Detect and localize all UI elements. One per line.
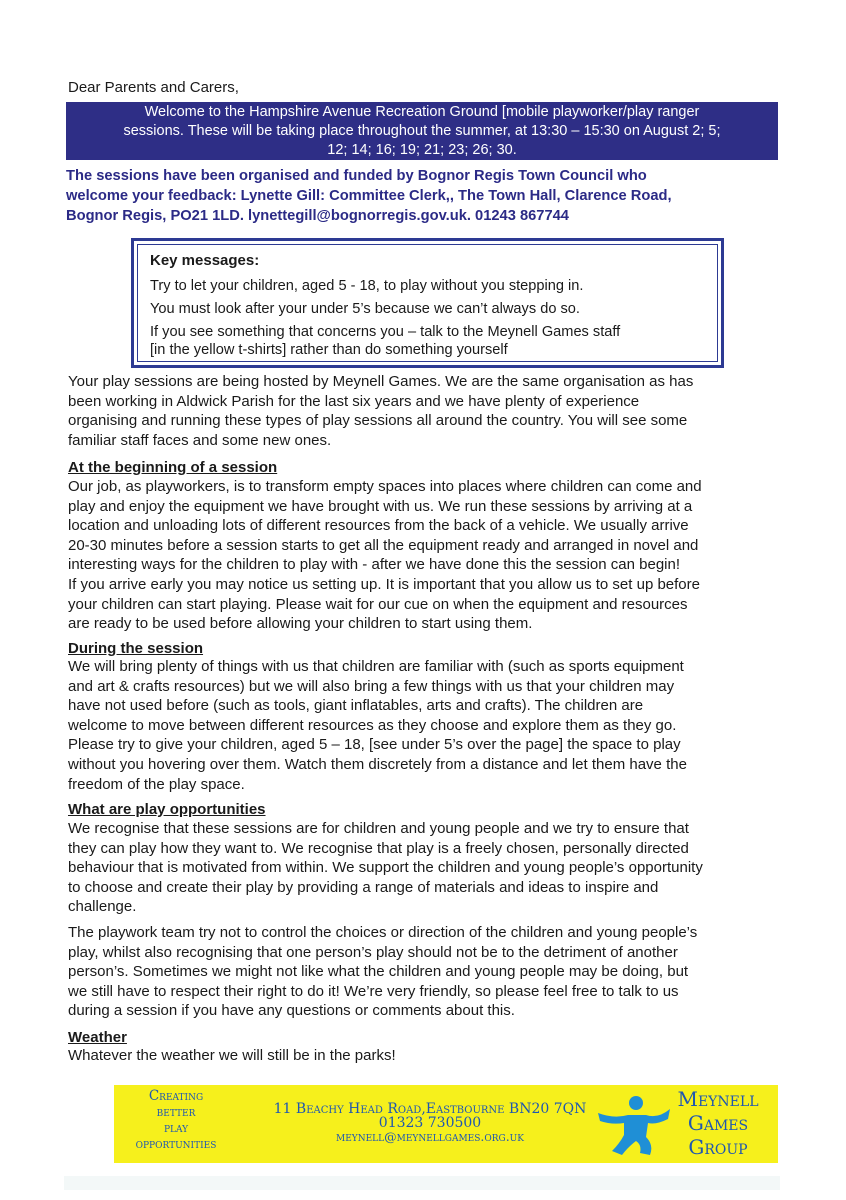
text-line: interesting ways for the children to play with - after we have done this the session can begin! [68, 556, 681, 574]
text-line: and art & crafts resources) but we will also bring a few things with us that your children may [68, 677, 675, 695]
text-line: during a session if you have any questions or comments about this. [68, 1002, 515, 1020]
slogan-line: opportunities [135, 1136, 217, 1152]
footer-banner [114, 1085, 778, 1163]
text-line: The playwork team try not to control the choices or direction of the children and young people’s [68, 924, 698, 941]
playwork-paragraph [68, 923, 790, 1021]
text-line: to choose and create their play by providing a range of materials and ideas to inspire and [68, 878, 659, 896]
text-line: play, whilst also recognising that one person’s play should not be to the detriment of another [68, 943, 678, 961]
text-line: your children can start playing. Please wait for our cue on when the equipment and resources [68, 595, 688, 613]
person-figure-icon-graphic [594, 1093, 672, 1157]
text-line: We will bring plenty of things with us that children are familiar with (such as sports equipment [68, 658, 684, 675]
section-heading-play-opportunities: What are play opportunities [68, 801, 266, 818]
text-line: organising and running these types of play sessions all around the country. You will see some [68, 412, 688, 430]
text-line: familiar staff faces and some new ones. [68, 431, 332, 449]
welcome-banner [66, 102, 778, 160]
text-line: person’s. Sometimes we might not like what the children and young people may be doing, but [68, 963, 689, 981]
text-line: we still have to respect their right to do it! We’re very friendly, so please feel free to talk to us [68, 982, 679, 1000]
footer-address: 11 Beachy Head Road,Eastbourne BN20 7QN [273, 1101, 587, 1117]
text-line: have not used before (such as tools, giant inflatables, arts and crafts). The children are [68, 697, 644, 715]
text-line: If you arrive early you may notice us setting up. It is important that you allow us to set up before [68, 575, 700, 593]
person-figure-icon [594, 1093, 672, 1157]
key-message-item: If you see something that concerns you – talk to the Meynell Games staff [150, 324, 621, 340]
text-line: Our job, as playworkers, is to transform empty spaces into places where children can come and [68, 478, 702, 495]
section-heading-weather: Weather [68, 1029, 127, 1046]
text-line: they can play how they want to. We recognise that play is a freely chosen, personally directed [68, 839, 689, 857]
text-line: challenge. [68, 898, 137, 916]
text-line: welcome to move between different resources as they choose and explore them as they go. [68, 716, 677, 734]
key-message-item: Try to let your children, aged 5 - 18, to play without you stepping in. [150, 278, 584, 294]
brand-line: Games [687, 1111, 749, 1135]
section-heading-beginning: At the beginning of a session [68, 459, 278, 476]
text-line: are ready to be used before allowing your children to start using them. [68, 615, 533, 633]
funding-notice [66, 166, 782, 226]
footer-brand [662, 1087, 774, 1159]
text-line: behaviour that is motivated from within. We support the children and young people’s opportunity [68, 859, 703, 877]
text-line: freedom of the play space. [68, 775, 245, 793]
key-messages-title: Key messages: [150, 252, 260, 269]
salutation: Dear Parents and Carers, [68, 79, 239, 96]
intro-paragraph [68, 372, 790, 450]
text-line: play and enjoy the equipment we have brought with us. We run these sessions by arriving at a [68, 497, 693, 515]
text-line: We recognise that these sessions are for children and young people and we try to ensure that [68, 820, 689, 837]
beginning-paragraph [68, 477, 790, 634]
play-opportunities-paragraph [68, 819, 790, 917]
text-line: without you hovering over them. Watch them discretely from a distance and let them have the [68, 755, 687, 773]
brand-line: Meynell [677, 1087, 759, 1111]
slogan-line: Creating [148, 1088, 204, 1104]
text-line: Please try to give your children, aged 5 – 18, [see under 5’s over the page] the space to play [68, 736, 681, 754]
key-messages-box [131, 238, 724, 368]
footer-email: meynell@meynellgames.org.uk [336, 1129, 524, 1144]
section-heading-during: During the session [68, 640, 204, 657]
key-message-item: You must look after your under 5’s because we can’t always do so. [150, 301, 580, 317]
slogan-line: play [163, 1120, 189, 1136]
footer-contact [250, 1102, 610, 1144]
footer-slogan [126, 1088, 226, 1152]
text-line: been working in Aldwick Parish for the last six years and we have plenty of experience [68, 392, 640, 410]
funding-line: welcome your feedback: Lynette Gill: Committee Clerk,, The Town Hall, Clarence Road, [66, 188, 672, 204]
funding-line: Bognor Regis, PO21 1LD. lynettegill@bognorregis.gov.uk. 01243 867744 [66, 208, 569, 224]
scan-edge-strip [64, 1176, 780, 1190]
key-message-item: [in the yellow t-shirts] rather than do something yourself [150, 342, 508, 358]
footer-phone: 01323 730500 [378, 1115, 482, 1131]
text-line: Your play sessions are being hosted by Meynell Games. We are the same organisation as has [68, 373, 694, 390]
text-line: Whatever the weather we will still be in the parks! [68, 1047, 396, 1064]
text-line: location and unloading lots of different resources from the back of a vehicle. We usually arrive [68, 517, 689, 535]
funding-line: The sessions have been organised and funded by Bognor Regis Town Council who [66, 168, 647, 184]
text-line: 20-30 minutes before a session starts to get all the equipment ready and arranged in novel and [68, 536, 699, 554]
welcome-line: 12; 14; 16; 19; 21; 23; 26; 30. [327, 142, 517, 158]
brand-line: Group [688, 1135, 748, 1159]
key-messages-inner [137, 244, 718, 362]
slogan-line: better [156, 1104, 196, 1120]
during-paragraph [68, 657, 790, 794]
welcome-line: Welcome to the Hampshire Avenue Recreation Ground [mobile playworker/play ranger [144, 104, 700, 120]
welcome-line: sessions. These will be taking place throughout the summer, at 13:30 – 15:30 on August 2; 5; [123, 123, 721, 139]
weather-paragraph [68, 1046, 790, 1066]
